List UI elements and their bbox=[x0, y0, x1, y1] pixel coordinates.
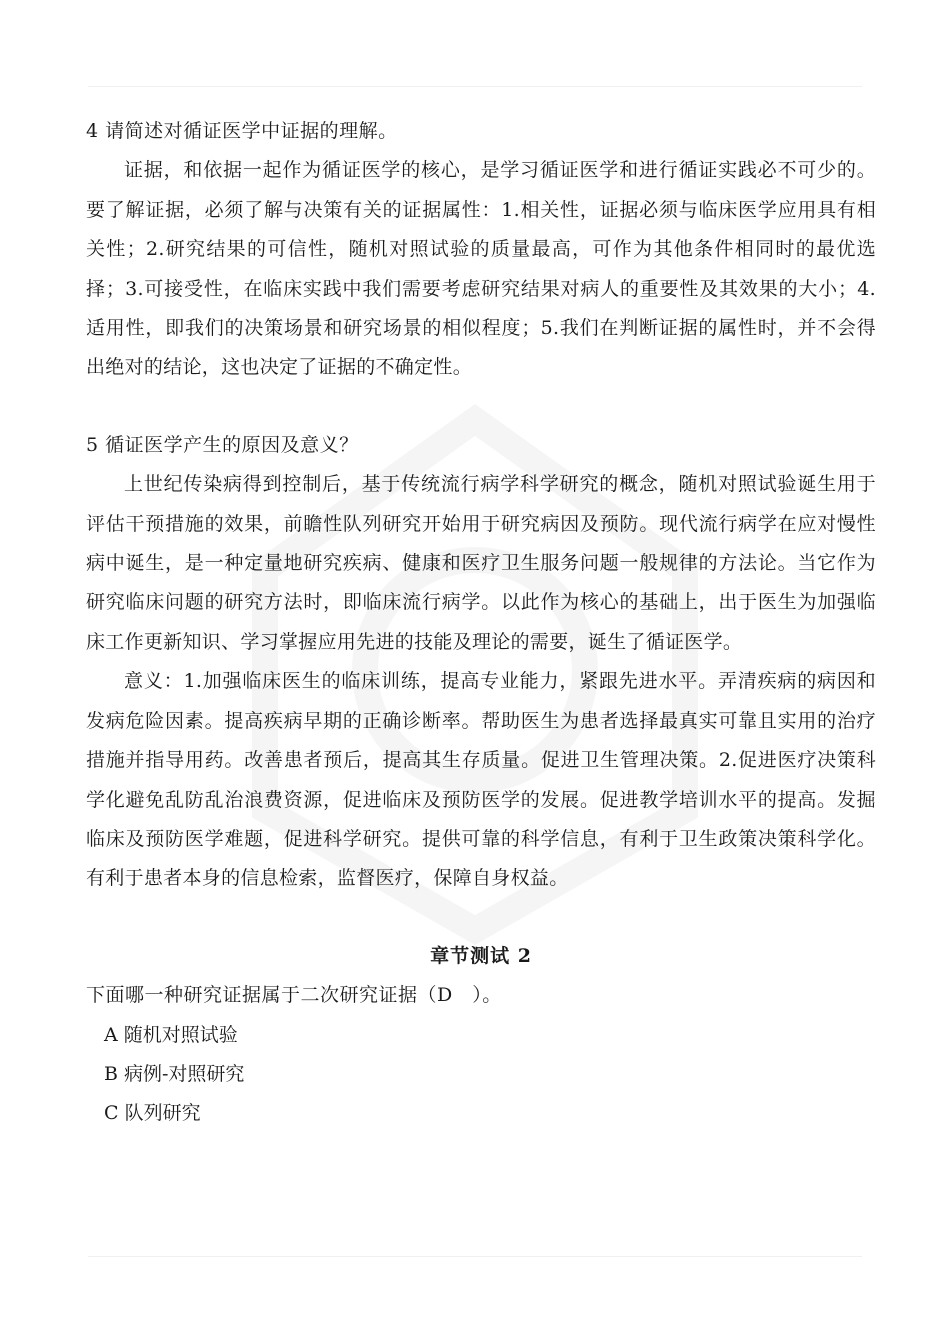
question-4-title: 4 请简述对循证医学中证据的理解。 bbox=[86, 120, 398, 142]
bottom-divider bbox=[88, 1256, 862, 1257]
spacer bbox=[86, 388, 876, 426]
chapter-test-question: 下面哪一种研究证据属于二次研究证据（D ）。 bbox=[86, 984, 502, 1007]
top-divider bbox=[88, 86, 862, 87]
option-a: A 随机对照试验 bbox=[104, 1023, 238, 1046]
question-5-answer-reason: 上世纪传染病得到控制后，基于传统流行病学科学研究的概念，随机对照试验诞生用于评估干预措施的效果，前瞻性队列研究开始用于研究病因及预防。现代流行病学在应对慢性病中诞生，是一种定量地研究疾病、健康和医疗卫生服务问题一般规律的方法论。当它作为研究临床问题的研究方法时，即临床流行病学。以此作为核心的基础上，出于医生为加强临床工作更新知识、学习掌握应用先进的技能及理论的需要，诞生了循证医学。 bbox=[86, 473, 876, 653]
spacer bbox=[86, 899, 876, 937]
main-content bbox=[86, 112, 876, 1134]
option-b: B 病例-对照研究 bbox=[104, 1062, 245, 1085]
question-4-answer: 证据，和依据一起作为循证医学的核心，是学习循证医学和进行循证实践必不可少的。要了解证据，必须了解与决策有关的证据属性：1.相关性，证据必须与临床医学应用具有相关性；2.研究结果的可信性，随机对照试验的质量最高，可作为其他条件相同时的最优选择；3.可接受性，在临床实践中我们需要考虑研究结果对病人的重要性及其效果的大小；4.适用性，即我们的决策场景和研究场景的相似程度；5.我们在判断证据的属性时，并不会得出绝对的结论，这也决定了证据的不确定性。 bbox=[86, 159, 876, 379]
question-5-answer-significance: 意义：1.加强临床医生的临床训练，提高专业能力，紧跟先进水平。弄清疾病的病因和发病危险因素。提高疾病早期的正确诊断率。帮助医生为患者选择最真实可靠且实用的治疗措施并指导用药。改善患者预后，提高其生存质量。促进卫生管理决策。2.促进医疗决策科学化避免乱防乱治浪费资源，促进临床及预防医学的发展。促进教学培训水平的提高。发掘临床及预防医学难题，促进科学研究。提供可靠的科学信息，有利于卫生政策决策科学化。有利于患者本身的信息检索，监督医疗，保障自身权益。 bbox=[86, 670, 876, 890]
option-c: C 队列研究 bbox=[104, 1102, 201, 1125]
question-5-title: 5 循证医学产生的原因及意义？ bbox=[86, 433, 359, 456]
chapter-test-title: 章节测试 2 bbox=[430, 944, 532, 967]
